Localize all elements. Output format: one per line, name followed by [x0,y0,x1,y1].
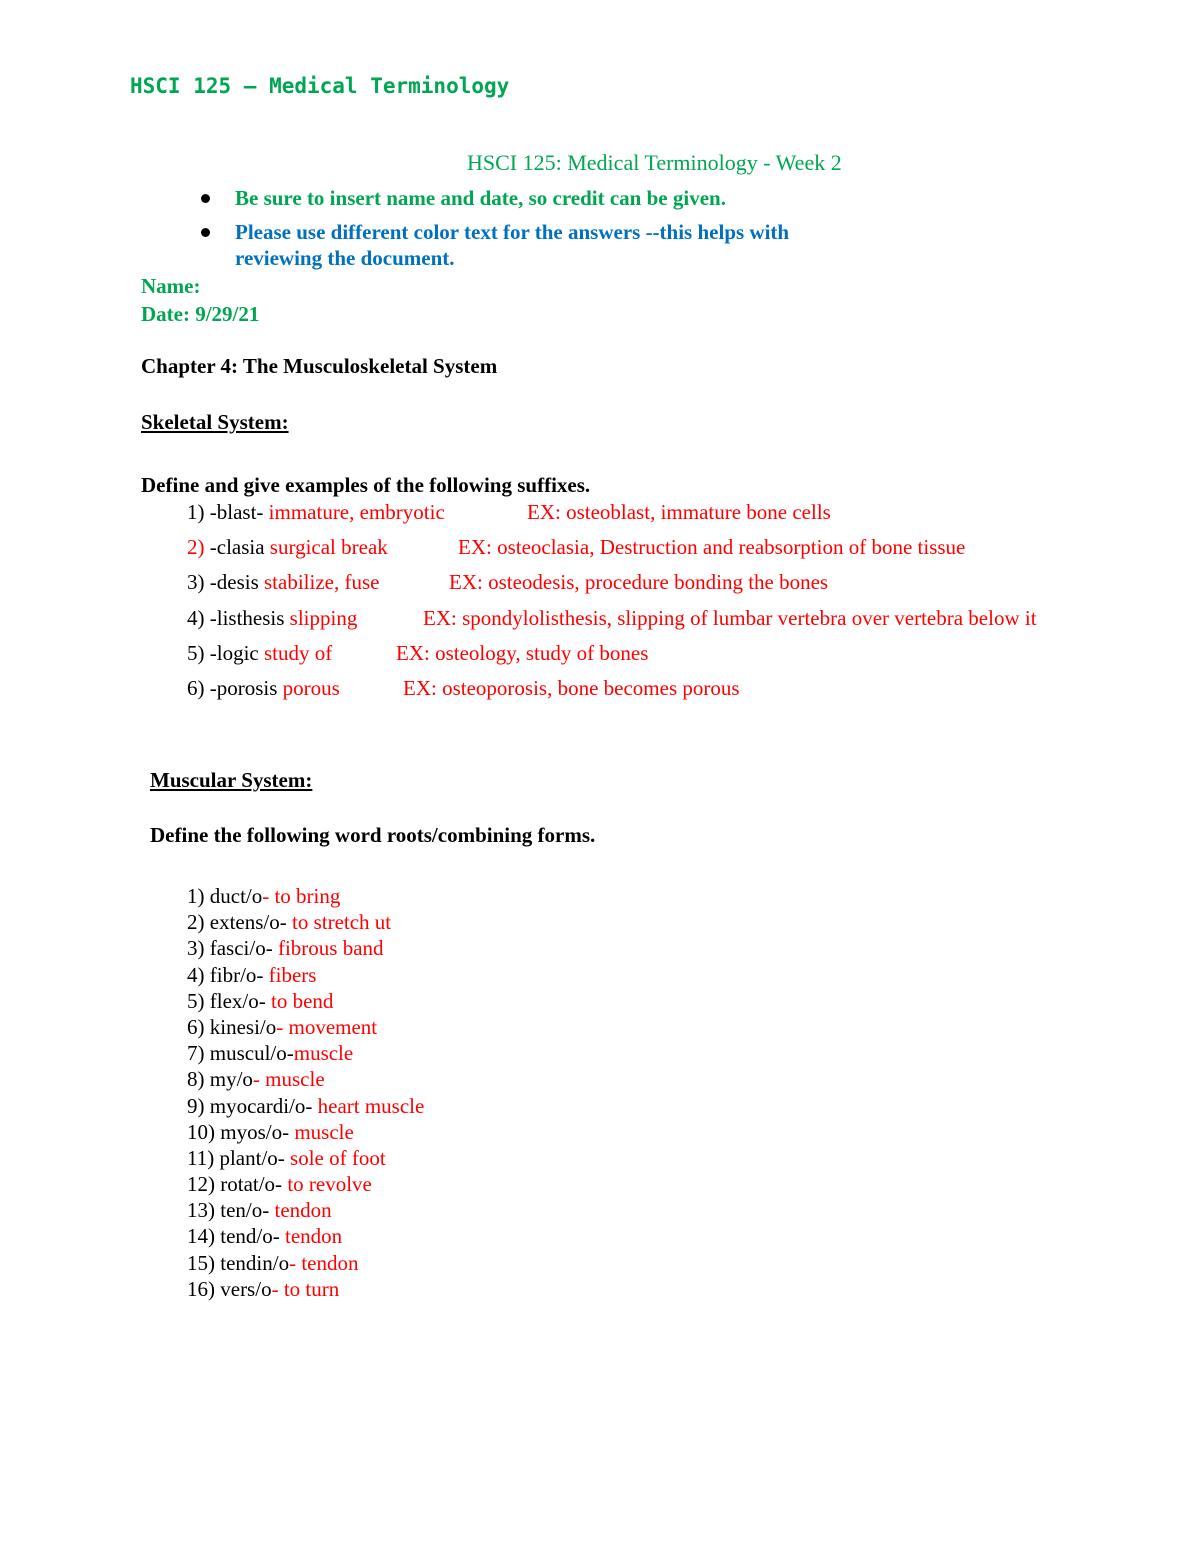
suffix-number: 3) [187,570,205,594]
root-definition: to revolve [287,1172,372,1197]
suffix-item [187,606,1037,631]
suffix-term: -clasia [204,535,270,559]
root-term: 6) kinesi/o [187,1014,277,1039]
suffix-item [187,500,831,525]
suffix-number: 1) [187,500,205,524]
list-item [187,1040,424,1066]
root-term: 11) plant/o- [187,1145,291,1170]
list-item [187,883,424,909]
suffix-example: EX: osteoclasia, Destruction and reabsorption of bone tissue [458,535,966,559]
root-term: 5) flex/o- [187,988,271,1013]
suffix-item [187,641,649,666]
root-definition: - tendon [289,1250,359,1275]
root-term: 13) ten/o- [187,1198,275,1223]
root-term: 3) fasci/o- [187,936,278,961]
root-definition: - muscle [252,1067,325,1092]
suffix-term: -blast- [204,500,269,524]
suffix-term: -desis [204,570,264,594]
root-term: 8) my/o [187,1067,253,1092]
root-definition: - to bring [262,884,341,908]
list-item [187,1093,424,1119]
muscular-instruction: Define the following word roots/combining forms. [150,823,596,847]
root-definition: heart muscle [317,1093,425,1118]
list-item [187,1145,424,1171]
assignment-title: HSCI 125: Medical Terminology - Week 2 [467,150,842,175]
suffix-term: -logic [204,641,264,665]
suffix-example: EX: osteoporosis, bone becomes porous [403,676,740,700]
skeletal-heading: Skeletal System: [141,410,289,434]
suffix-definition: porous [282,676,340,700]
root-definition: fibers [268,962,317,987]
suffix-definition: stabilize, fuse [264,570,380,594]
root-term: 14) tend/o- [187,1224,285,1249]
suffix-term: -porosis [204,676,283,700]
root-definition: - to turn [271,1276,340,1301]
root-term: 10) myos/o- [187,1119,295,1144]
list-item [187,909,424,935]
root-term: 9) myocardi/o- [187,1093,318,1118]
suffix-number: 4) [187,606,205,630]
date-label: Date: 9/29/21 [141,302,260,326]
root-term: 15) tendin/o [187,1250,290,1275]
suffix-definition: immature, embryotic [268,500,445,524]
list-item [187,1119,424,1145]
list-item [187,1223,424,1249]
list-item [187,935,424,961]
chapter-title: Chapter 4: The Musculoskeletal System [141,354,498,378]
root-term: 4) fibr/o- [187,962,269,987]
list-item [187,1014,424,1040]
root-definition: to bend [270,988,334,1013]
skeletal-instruction: Define and give examples of the following suffixes. [141,473,591,497]
list-item [187,962,424,988]
suffix-item [187,535,966,560]
root-term: 2) extens/o- [187,910,292,935]
muscular-heading: Muscular System: [150,768,313,792]
root-definition: muscle [294,1119,354,1144]
root-definition: - movement [276,1014,378,1039]
instruction-name-date: Be sure to insert name and date, so credit can be given. [235,186,726,210]
suffix-definition: study of [263,641,333,665]
root-definition: tendon [284,1224,343,1249]
suffix-number: 2) [187,535,205,559]
bullet-dot-2 [201,228,210,237]
suffix-number: 6) [187,676,205,700]
root-term: 7) muscul/o- [187,1041,294,1066]
suffix-term: -listhesis [204,606,290,630]
suffix-example: EX: osteology, study of bones [396,641,649,665]
suffix-example: EX: osteodesis, procedure bonding the bones [449,570,829,594]
suffix-example: EX: osteoblast, immature bone cells [527,500,831,524]
list-item [187,1276,424,1302]
suffix-number: 5) [187,641,205,665]
instruction-color-text: Please use different color text for the answers --this helps with [235,220,790,244]
bullet-dot-1 [201,194,210,203]
list-item [187,1066,424,1092]
suffix-example: EX: spondylolisthesis, slipping of lumbar vertebra over vertebra below it [423,606,1037,630]
suffix-definition: surgical break [269,535,388,559]
list-item [187,1250,424,1276]
instruction-color-text-continued: reviewing the document. [235,246,455,270]
root-definition: muscle [293,1041,354,1066]
list-item [187,988,424,1014]
root-term: 1) duct/o [187,884,263,908]
list-item [187,1197,424,1223]
root-definition: fibrous band [277,936,384,961]
suffix-definition: slipping [289,606,358,630]
root-term: 16) vers/o [187,1276,272,1301]
root-term: 12) rotat/o- [187,1172,288,1197]
word-roots-list [187,883,424,1302]
course-header: HSCI 125 – Medical Terminology [130,74,510,98]
suffix-item [187,676,740,701]
root-definition: to stretch ut [291,910,392,935]
root-definition: tendon [274,1198,332,1223]
name-label: Name: [141,274,201,298]
list-item [187,1171,424,1197]
root-definition: sole of foot [290,1145,386,1170]
suffix-item [187,570,829,595]
